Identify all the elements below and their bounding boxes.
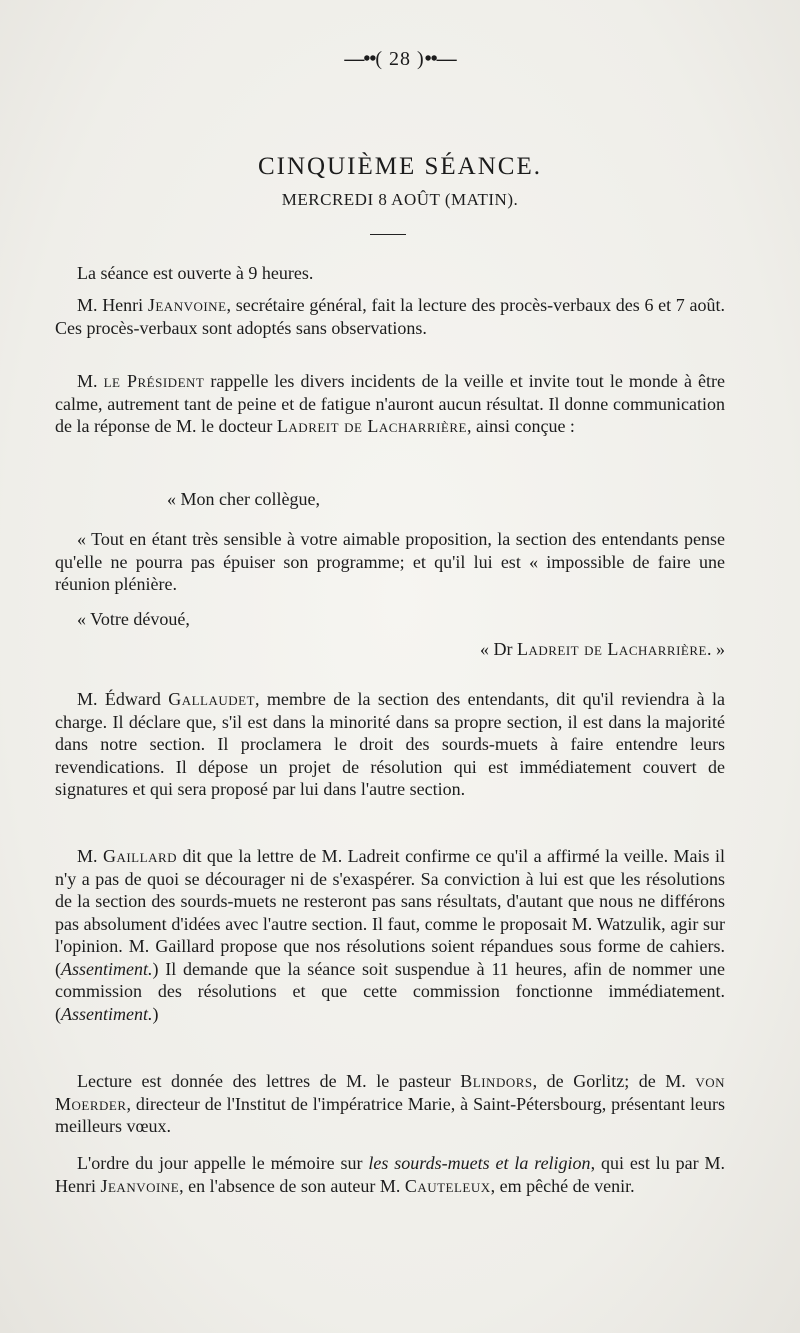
person-name: Jeanvoine — [147, 295, 227, 315]
section-title: CINQUIÈME SÉANCE. — [258, 153, 542, 180]
paragraph-1: La séance est ouverte à 9 heures. — [77, 263, 314, 283]
header-ornament-left: —•• — [344, 48, 376, 70]
paragraph-5: M. Gaillard dit que la lettre de M. Ladreit confirme ce qu'il a affirmé la veille. Mais il n'y a pas de quoi se décourager ni de s'exaspérer. Sa conviction à lui est que les résolutions de la section des sourds-muets ne resteront pas sans résultats, d'autant que nous ne différons pas absolument d'idées avec l'autre section. Il faut, comme le proposait M. Watzulik, agir sur l'opinion. M. Gaillard propose que nos résolutions soient répandues sous forme de cahiers. (Assentiment.) Il demande que la séance soit suspendue à 11 heures, afin de nommer une commission des résolutions et que cette commission fonctionne immédiatement. (Assentiment.) — [55, 846, 725, 1024]
person-name: Gallaudet — [168, 689, 256, 709]
signature-name: Ladreit de Lacharrière — [516, 639, 707, 659]
person-name: Ladreit de Lacharrière — [276, 416, 467, 436]
person-name: von Moerder — [55, 1071, 725, 1114]
section-subtitle: MERCREDI 8 AOÛT (MATIN). — [281, 190, 519, 209]
paragraph-6: Lecture est donnée des lettres de M. le pasteur Blindors, de Gorlitz; de M. von Moerder, directeur de l'Institut de l'impératrice Marie, à Saint-Pétersbourg, présentant leurs meilleurs vœux. — [55, 1071, 725, 1136]
quote-closing: « Votre dévoué, — [77, 609, 190, 629]
quote-signature: « Dr Ladreit de Lacharrière. » — [479, 639, 725, 659]
assent-note: Assentiment. — [61, 958, 153, 979]
paragraph-2: M. Henri Jeanvoine, secrétaire général, fait la lecture des procès-verbaux des 6 et 7 août. Ces procès-verbaux sont adoptés sans observations. — [55, 295, 725, 338]
paragraph-4: M. Édward Gallaudet, membre de la section des entendants, dit qu'il reviendra à la charge. Il déclare que, s'il est dans la minorité dans sa propre section, il est dans la majorité dans notre section. Il proclamera le droit des sourds-muets à faire entendre leurs revendications. Il dépose un projet de résolution qui est immédiatement couvert de signatures et qui sera proposé par lui dans l'autre section. — [55, 689, 726, 799]
page-number: ( 28 ) — [375, 48, 425, 70]
president-name: le Président — [103, 371, 205, 391]
title-divider — [370, 234, 406, 235]
paragraph-7: L'ordre du jour appelle le mémoire sur les sourds-muets et la religion, qui est lu par M. Henri Jeanvoine, en l'absence de son auteur M. Cauteleux, em pêché de venir. — [55, 1153, 725, 1196]
memoir-title: les sourds-muets et la religion — [368, 1153, 591, 1173]
person-name: Gaillard — [102, 846, 178, 866]
quote-salutation: « Mon cher collègue, — [167, 489, 320, 509]
person-name: Cauteleux — [404, 1175, 491, 1196]
assent-note: Assentiment. — [61, 1003, 153, 1024]
quote-body: « Tout en étant très sensible à votre aimable proposition, la section des entendants pense qu'elle ne pourra pas épuiser son programme; et qu'il lui est « impossible de faire une réunion plénière. — [55, 529, 725, 594]
page-header — [0, 48, 800, 71]
header-ornament-right: ••— — [424, 48, 456, 70]
person-name: Blindors — [460, 1071, 533, 1091]
person-name: Jeanvoine — [100, 1175, 180, 1196]
paragraph-3: M. le Président rappelle les divers incidents de la veille et invite tout le monde à être calme, autrement tant de peine et de fatigue n'auront aucun résultat. Il donne communication de la réponse de M. le docteur Ladreit de Lacharrière, ainsi conçue : — [55, 371, 725, 436]
